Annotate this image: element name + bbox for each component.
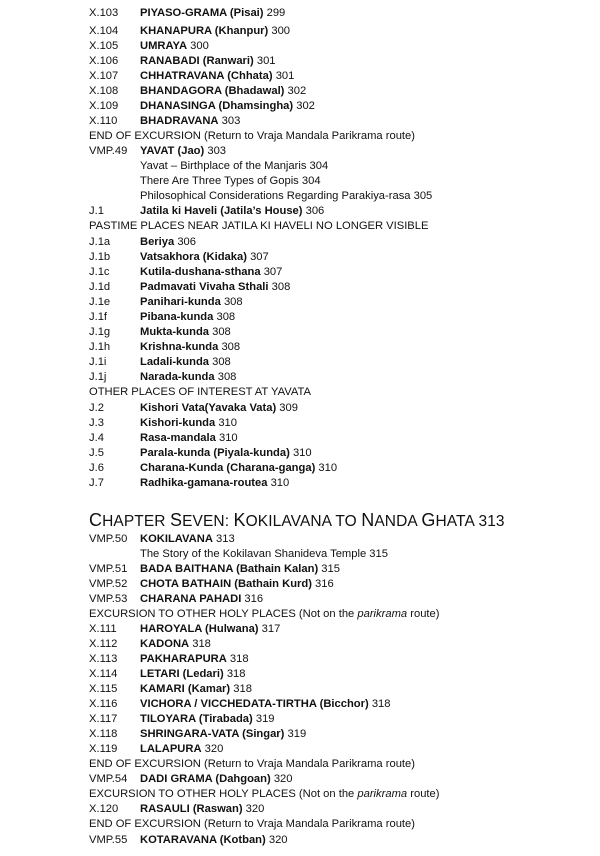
toc-entry <box>0 99 600 114</box>
entry-page: 318 <box>371 698 391 710</box>
entry-page: 307 <box>263 266 283 278</box>
section-heading <box>0 607 600 622</box>
entry-page: 308 <box>223 296 243 308</box>
entry-title: Pibana-kunda <box>140 311 214 323</box>
entry-code: J.1f <box>89 311 108 323</box>
entry-title: TILOYARA (Tirabada) <box>140 713 253 725</box>
toc-entry <box>0 833 600 848</box>
entry-code: J.1b <box>89 251 111 263</box>
pastime-places-heading: PASTIME PLACES NEAR JATILA KI HAVELI NO LONGER VISIBLE <box>89 220 429 232</box>
entry-title: KADONA <box>140 638 190 650</box>
entry-code: X.107 <box>89 70 119 82</box>
toc-entry <box>0 310 600 325</box>
toc-entry <box>0 802 600 817</box>
entry-page: 310 <box>292 447 312 459</box>
entry-title: LALAPURA <box>140 743 202 755</box>
toc-entry <box>0 280 600 295</box>
toc-entry <box>0 637 600 652</box>
toc-entry <box>0 682 600 697</box>
entry-code: VMP.50 <box>89 533 128 545</box>
entry-page: 318 <box>192 638 211 650</box>
entry-title: Beriya <box>140 236 175 248</box>
entry-page: 301 <box>275 70 295 82</box>
entry-page: 320 <box>268 834 288 846</box>
entry-page: 315 <box>321 563 340 575</box>
entry-title: LETARI (Ledari) <box>140 668 224 680</box>
toc-entry <box>0 355 600 370</box>
entry-title: Kutila-dushana-sthana <box>140 266 261 278</box>
entry-code: X.113 <box>89 653 118 665</box>
toc-entry <box>0 476 600 491</box>
entry-page: 318 <box>226 668 246 680</box>
entry-code: X.111 <box>89 623 117 635</box>
entry-code: J.1a <box>89 236 111 248</box>
toc-entry <box>0 204 600 219</box>
excursion-heading: EXCURSION TO OTHER HOLY PLACES (Not on the parikrama route) <box>89 608 440 620</box>
entry-page: 300 <box>190 40 209 52</box>
chapter-page: 313 <box>478 513 505 530</box>
entry-title: Mukta-kunda <box>140 326 209 338</box>
entry-title: BHANDAGORA (Bhadawal) <box>140 85 285 97</box>
toc-entry <box>0 401 600 416</box>
entry-title: KOTARAVANA (Kotban) <box>140 834 266 846</box>
entry-page: 308 <box>221 341 241 353</box>
entry-title: Panihari-kunda <box>140 296 221 308</box>
entry-code: J.3 <box>89 417 104 429</box>
entry-title: Krishna-kunda <box>140 341 219 353</box>
entry-title: VICHORA / VICCHEDATA-TIRTHA (Bicchor) <box>140 698 369 710</box>
section-note <box>0 757 600 772</box>
entry-page: 318 <box>233 683 252 695</box>
entry-page: 303 <box>207 145 227 157</box>
toc-entry <box>0 340 600 355</box>
entry-page: 307 <box>250 251 269 263</box>
entry-title: Kishori Vata(Yavaka Vata) <box>140 402 277 414</box>
entry-page: 310 <box>318 462 338 474</box>
entry-code: VMP.51 <box>89 563 128 575</box>
entry-title: BADA BAITHANA (Bathain Kalan) <box>140 563 319 575</box>
entry-page: 320 <box>273 773 293 785</box>
toc-entry <box>0 114 600 129</box>
entry-code: J.1d <box>89 281 111 293</box>
entry-code: J.1g <box>89 326 111 338</box>
toc-entry <box>0 532 600 547</box>
toc-subentry <box>0 547 600 562</box>
entry-page: 308 <box>271 281 291 293</box>
entry-title: PIYASO-GRAMA (Pisai) <box>140 7 264 19</box>
entry-page: 313 <box>216 533 235 545</box>
entry-code: J.1e <box>89 296 111 308</box>
entry-title: Radhika-gamana-routea <box>140 477 268 489</box>
entry-title: HAROYALA (Hulwana) <box>140 623 259 635</box>
entry-title: CHHATRAVANA (Chhata) <box>140 70 273 82</box>
entry-code: X.120 <box>89 803 119 815</box>
toc-entry <box>0 742 600 757</box>
entry-code: X.119 <box>89 743 118 755</box>
toc-entry <box>0 667 600 682</box>
entry-page: 300 <box>271 25 291 37</box>
entry-title: RANABADI (Ranwari) <box>140 55 254 67</box>
entry-title: Charana-Kunda (Charana-ganga) <box>140 462 316 474</box>
entry-title: Rasa-mandala <box>140 432 216 444</box>
entry-title: Narada-kunda <box>140 371 215 383</box>
section-heading <box>0 787 600 802</box>
subentry-title: Yavat – Birthplace of the Manjaris 304 <box>140 160 329 172</box>
toc-entry <box>0 84 600 99</box>
end-excursion-note: END OF EXCURSION (Return to Vraja Mandala Parikrama route) <box>89 130 415 142</box>
toc-entry <box>0 54 600 69</box>
entry-page: 308 <box>216 311 236 323</box>
entry-page: 320 <box>204 743 224 755</box>
entry-code: X.105 <box>89 40 119 52</box>
chapter-heading: CHAPTER SEVEN: KOKILAVANA TO NANDA GHATA 313 <box>89 510 505 530</box>
entry-code: X.118 <box>89 728 118 740</box>
toc-entry <box>0 250 600 265</box>
entry-page: 302 <box>296 100 315 112</box>
entry-page: 316 <box>244 593 264 605</box>
toc-entry <box>0 697 600 712</box>
subentry-title: The Story of the Kokilavan Shanideva Temple 315 <box>140 548 388 560</box>
toc-entry <box>0 592 600 607</box>
entry-page: 303 <box>221 115 241 127</box>
entry-title: SHRINGARA-VATA (Singar) <box>140 728 285 740</box>
entry-code: VMP.52 <box>89 578 128 590</box>
subentry-title: There Are Three Types of Gopis 304 <box>140 175 321 187</box>
entry-title: PAKHARAPURA <box>140 653 227 665</box>
entry-title: KHANAPURA (Khanpur) <box>140 25 269 37</box>
entry-page: 308 <box>212 356 231 368</box>
entry-title: CHARANA PAHADI <box>140 593 242 605</box>
toc-entry <box>0 6 600 21</box>
entry-title: YAVAT (Jao) <box>140 145 205 157</box>
entry-code: X.108 <box>89 85 119 97</box>
entry-code: J.7 <box>89 477 104 489</box>
entry-code: J.1 <box>89 205 104 217</box>
entry-title: Parala-kunda (Piyala-kunda) <box>140 447 290 459</box>
entry-page: 301 <box>256 55 276 67</box>
entry-page: 310 <box>218 417 237 429</box>
entry-code: X.104 <box>89 25 119 37</box>
entry-code: J.1i <box>89 356 107 368</box>
entry-code: X.110 <box>89 115 118 127</box>
entry-title: Kishori-kunda <box>140 417 216 429</box>
entry-title: Padmavati Vivaha Sthali <box>140 281 269 293</box>
toc-subentry <box>0 159 600 174</box>
entry-title: CHOTA BATHAIN (Bathain Kurd) <box>140 578 312 590</box>
toc-entry <box>0 325 600 340</box>
toc-entry <box>0 370 600 385</box>
entry-code: X.109 <box>89 100 119 112</box>
toc-entry <box>0 577 600 592</box>
toc-entry <box>0 416 600 431</box>
entry-title: DHANASINGA (Dhamsingha) <box>140 100 294 112</box>
toc-subentry <box>0 189 600 204</box>
entry-page: 302 <box>287 85 307 97</box>
entry-page: 308 <box>217 371 237 383</box>
entry-title: DADI GRAMA (Dahgoan) <box>140 773 271 785</box>
entry-code: X.112 <box>89 638 118 650</box>
toc-entry <box>0 727 600 742</box>
entry-code: J.1h <box>89 341 111 353</box>
entry-code: X.103 <box>89 7 119 19</box>
toc-subentry <box>0 174 600 189</box>
entry-title: Vatsakhora (Kidaka) <box>140 251 247 263</box>
entry-code: J.5 <box>89 447 104 459</box>
entry-title: BHADRAVANA <box>140 115 219 127</box>
entry-page: 309 <box>279 402 298 414</box>
section-heading <box>0 385 600 400</box>
toc-entry <box>0 446 600 461</box>
entry-code: VMP.53 <box>89 593 128 605</box>
entry-page: 316 <box>315 578 334 590</box>
entry-code: VMP.54 <box>89 773 128 785</box>
entry-code: J.1j <box>89 371 107 383</box>
entry-page: 320 <box>245 803 265 815</box>
toc-entry <box>0 24 600 39</box>
entry-code: VMP.49 <box>89 145 128 157</box>
entry-title: Ladali-kunda <box>140 356 209 368</box>
entry-page: 318 <box>229 653 249 665</box>
entry-page: 319 <box>287 728 307 740</box>
section-heading <box>0 219 600 234</box>
toc-entry <box>0 461 600 476</box>
excursion-heading: EXCURSION TO OTHER HOLY PLACES (Not on the parikrama route) <box>89 788 440 800</box>
toc-entry <box>0 622 600 637</box>
entry-page: 317 <box>261 623 281 635</box>
entry-code: X.117 <box>89 713 118 725</box>
entry-page: 306 <box>305 205 325 217</box>
toc-entry <box>0 772 600 787</box>
section-note <box>0 129 600 144</box>
entry-title: RASAULI (Raswan) <box>140 803 243 815</box>
entry-code: J.1c <box>89 266 110 278</box>
section-note <box>0 817 600 832</box>
toc-entry <box>0 69 600 84</box>
toc-entry <box>0 652 600 667</box>
entry-page: 319 <box>255 713 275 725</box>
entry-code: X.116 <box>89 698 118 710</box>
toc-entry <box>0 39 600 54</box>
entry-page: 310 <box>270 477 290 489</box>
toc-entry <box>0 144 600 159</box>
toc-entry <box>0 295 600 310</box>
subentry-title: Philosophical Considerations Regarding Parakiya-rasa 305 <box>140 190 433 202</box>
entry-code: X.106 <box>89 55 119 67</box>
entry-code: X.114 <box>89 668 118 680</box>
entry-code: J.6 <box>89 462 104 474</box>
other-places-heading: OTHER PLACES OF INTEREST AT YAVATA <box>89 386 311 398</box>
end-excursion-note: END OF EXCURSION (Return to Vraja Mandala Parikrama route) <box>89 758 415 770</box>
entry-page: 308 <box>212 326 231 338</box>
entry-code: X.115 <box>89 683 118 695</box>
end-excursion-note: END OF EXCURSION (Return to Vraja Mandala Parikrama route) <box>89 818 415 830</box>
entry-code: J.4 <box>89 432 104 444</box>
entry-page: 310 <box>218 432 238 444</box>
entry-code: J.2 <box>89 402 104 414</box>
toc-entry <box>0 712 600 727</box>
toc-entry <box>0 431 600 446</box>
entry-title: KOKILAVANA <box>140 533 213 545</box>
toc-entry <box>0 265 600 280</box>
entry-title: Jatila ki Haveli (Jatila’s House) <box>140 205 303 217</box>
entry-title: UMRAYA <box>140 40 188 52</box>
entry-title: KAMARI (Kamar) <box>140 683 231 695</box>
toc-entry <box>0 562 600 577</box>
entry-page: 306 <box>177 236 196 248</box>
toc-entry <box>0 235 600 250</box>
entry-page: 299 <box>266 7 286 19</box>
entry-code: VMP.55 <box>89 834 128 846</box>
